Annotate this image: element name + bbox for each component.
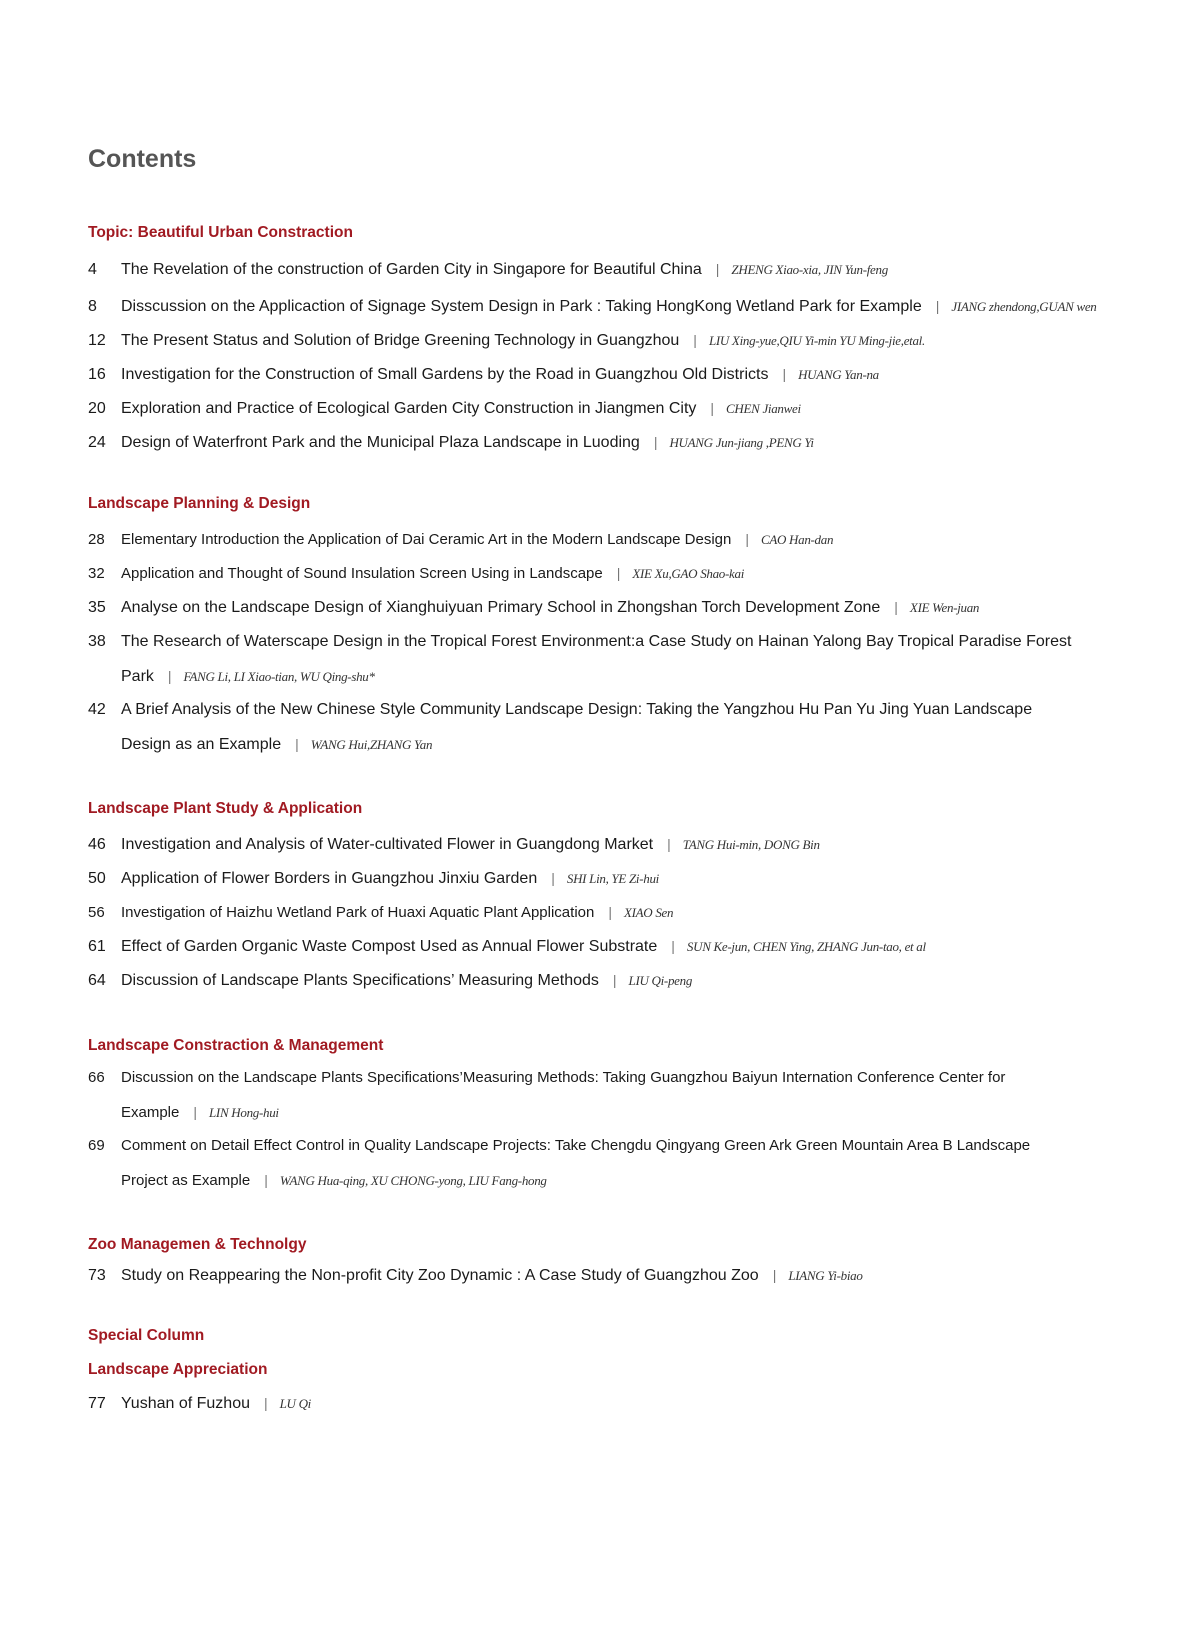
entry-title-continued: Park [121, 668, 154, 685]
entry-author: TANG Hui-min, DONG Bin [682, 837, 820, 852]
separator: | [894, 599, 898, 615]
separator: | [693, 332, 697, 348]
entry-title: Discussion on the Landscape Plants Specifications’Measuring Methods: Taking Guangzhou Baiyun Internation Conference Center for [121, 1069, 1006, 1086]
separator: | [295, 736, 299, 752]
entry-title: Application of Flower Borders in Guangzhou Jinxiu Garden [121, 870, 538, 887]
entry-author: LIU Qi-peng [628, 973, 693, 988]
separator: | [715, 261, 720, 277]
entry-title-continued: Project as Example [121, 1172, 251, 1189]
entry-title: The Revelation of the construction of Garden City in Singapore for Beautiful China [121, 261, 702, 278]
toc-entry[interactable] [88, 692, 1108, 762]
entry-author: FANG Li, LI Xiao-tian, WU Qing-shu* [183, 669, 375, 684]
entry-title: Yushan of Fuzhou [121, 1395, 250, 1412]
separator: | [772, 1267, 777, 1283]
entry-author: XIAO Sen [623, 905, 674, 920]
entry-title: Investigation and Analysis of Water-cultivated Flower in Guangdong Market [121, 836, 654, 853]
entry-author: WANG Hua-qing, XU CHONG-yong, LIU Fang-hong [279, 1173, 547, 1188]
toc-entry[interactable] [88, 1060, 1108, 1130]
separator: | [710, 400, 715, 416]
separator: | [551, 870, 555, 886]
separator: | [782, 366, 787, 382]
separator: | [745, 531, 749, 547]
page-number: 20 [88, 400, 106, 417]
section-heading-special-column: Special Column [88, 1327, 205, 1344]
page-number: 69 [88, 1137, 105, 1154]
page-number: 38 [88, 633, 106, 650]
entry-title: The Research of Waterscape Design in the Tropical Forest Environment:a Case Study on Hainan Yalong Bay Tropical Paradise Forest [121, 633, 1072, 650]
section-heading-zoo: Zoo Managemen & Technolgy [88, 1236, 307, 1253]
entry-title: The Present Status and Solution of Bridge Greening Technology in Guangzhou [121, 332, 680, 349]
page-title: Contents [88, 145, 197, 173]
separator: | [193, 1104, 197, 1120]
entry-author: ZHENG Xiao-xia, JIN Yun-feng [731, 262, 888, 277]
entry-author: HUANG Yan-na [798, 367, 879, 382]
page-number: 16 [88, 366, 106, 383]
separator: | [671, 938, 675, 954]
page-number: 24 [88, 434, 106, 451]
page-number: 8 [88, 298, 97, 315]
toc-entry[interactable] [88, 624, 1108, 694]
entry-author: XIE Wen-juan [909, 600, 980, 615]
entry-title: Elementary Introduction the Application of Dai Ceramic Art in the Modern Landscape Design [121, 531, 732, 548]
entry-author: LIU Xing-yue,QIU Yi-min YU Ming-jie,etal. [708, 333, 925, 348]
entry-title: Discussion of Landscape Plants Specifications’ Measuring Methods [121, 972, 599, 989]
separator: | [616, 565, 621, 581]
page-number: 66 [88, 1069, 105, 1086]
entry-title: A Brief Analysis of the New Chinese Style Community Landscape Design: Taking the Yangzhou Hu Pan Yu Jing Yuan Landscape [121, 701, 1033, 718]
entry-title-continued: Example [121, 1104, 180, 1121]
entry-title-continued: Design as an Example [121, 736, 282, 753]
toc-entry[interactable] [88, 1128, 1108, 1198]
page-number: 32 [88, 565, 105, 582]
entry-author: SHI Lin, YE Zi-hui [566, 871, 659, 886]
separator: | [167, 668, 172, 684]
entry-author: CHEN Jianwei [726, 401, 801, 416]
entry-author: LIANG Yi-biao [788, 1268, 863, 1283]
page-number: 12 [88, 332, 106, 349]
separator: | [263, 1395, 268, 1411]
page-number: 50 [88, 870, 106, 887]
section-heading-plant-study: Landscape Plant Study & Application [88, 800, 363, 817]
entry-title: Investigation for the Construction of Small Gardens by the Road in Guangzhou Old Districts [121, 366, 769, 383]
separator: | [608, 904, 612, 920]
entry-author: CAO Han-dan [760, 532, 834, 547]
page-number: 77 [88, 1395, 106, 1412]
page-number: 42 [88, 701, 106, 718]
section-subheading-landscape-appreciation: Landscape Appreciation [88, 1361, 268, 1378]
separator: | [264, 1172, 268, 1188]
entry-title: Analyse on the Landscape Design of Xianghuiyuan Primary School in Zhongshan Torch Development Zone [121, 599, 881, 616]
page-number: 46 [88, 836, 106, 853]
separator: | [612, 972, 617, 988]
entry-author: SUN Ke-jun, CHEN Ying, ZHANG Jun-tao, et al [686, 939, 926, 954]
separator: | [935, 298, 940, 314]
entry-author: JIANG zhendong,GUAN wen [951, 299, 1097, 314]
page-number: 64 [88, 972, 106, 989]
page-number: 28 [88, 531, 105, 548]
entry-title: Exploration and Practice of Ecological Garden City Construction in Jiangmen City [121, 400, 697, 417]
entry-title: Effect of Garden Organic Waste Compost Used as Annual Flower Substrate [121, 938, 658, 955]
entry-author: WANG Hui,ZHANG Yan [310, 737, 433, 752]
entry-title: Comment on Detail Effect Control in Quality Landscape Projects: Take Chengdu Qingyang Green Ark Green Mountain Area B Landscape [121, 1137, 1031, 1154]
page-number: 56 [88, 904, 105, 921]
page-number: 73 [88, 1267, 106, 1284]
page-number: 4 [88, 261, 97, 278]
entry-author: XIE Xu,GAO Shao-kai [632, 566, 745, 581]
separator: | [653, 434, 658, 450]
entry-title: Study on Reappearing the Non-profit City Zoo Dynamic : A Case Study of Guangzhou Zoo [121, 1267, 759, 1284]
entry-author: HUANG Jun-jiang ,PENG Yi [669, 435, 814, 450]
section-heading-planning-design: Landscape Planning & Design [88, 495, 311, 512]
entry-title: Disscussion on the Applicaction of Signage System Design in Park : Taking HongKong Wetland Park for Example [121, 298, 922, 315]
section-heading-constraction-management: Landscape Constraction & Management [88, 1037, 384, 1054]
entry-author: LIN Hong-hui [209, 1105, 279, 1120]
page-number: 35 [88, 599, 106, 616]
separator: | [667, 836, 671, 852]
entry-title: Design of Waterfront Park and the Municipal Plaza Landscape in Luoding [121, 434, 640, 451]
section-heading-beautiful-urban: Topic: Beautiful Urban Constraction [88, 224, 353, 241]
entry-title: Investigation of Haizhu Wetland Park of Huaxi Aquatic Plant Application [121, 904, 595, 921]
page-number: 61 [88, 938, 106, 955]
entry-title: Application and Thought of Sound Insulation Screen Using in Landscape [121, 565, 603, 582]
entry-author: LU Qi [279, 1396, 311, 1411]
